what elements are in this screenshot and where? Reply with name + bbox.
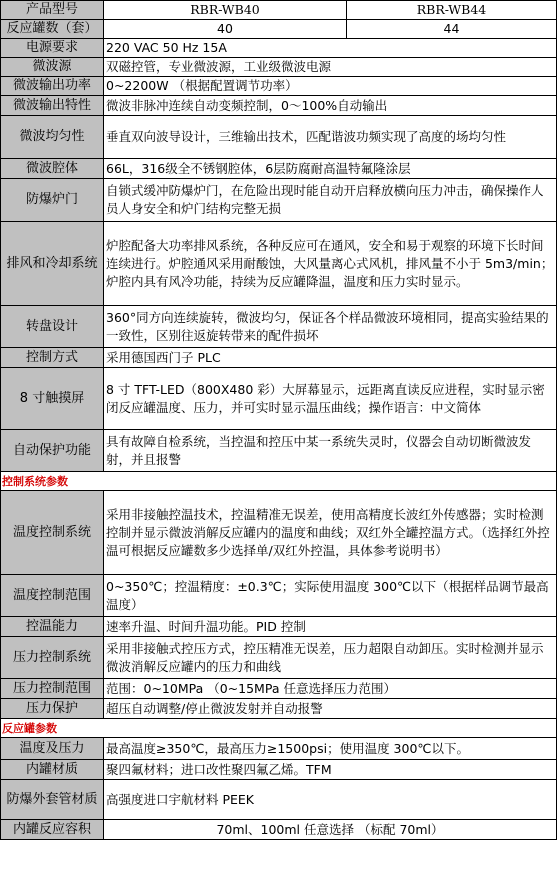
spec-row (1, 617, 557, 637)
spec-row (1, 179, 557, 222)
row-label: 压力保护 (1, 699, 104, 719)
model-a: RBR-WB40 (104, 1, 347, 20)
spec-row (1, 491, 557, 575)
row-label: 微波源 (1, 58, 104, 77)
row-value: 垂直双向波导设计，三维输出技术，匹配谐波功频实现了高度的场均匀性 (104, 116, 557, 159)
spec-row (1, 679, 557, 699)
spec-row (1, 222, 557, 306)
spec-row (1, 637, 557, 679)
row-label: 温度控制范围 (1, 575, 104, 617)
spec-row (1, 77, 557, 96)
row-value: 360°同方向连续旋转，微波均匀，保证各个样品微波环境相同，提高实验结果的一致性，区别往返旋转带来的配件损坏 (104, 306, 557, 348)
spec-row (1, 699, 557, 719)
row-label: 压力控制范围 (1, 679, 104, 699)
row-label: 微波均匀性 (1, 116, 104, 159)
row-value: 采用非接触控温技术，控温精准无误差，使用高精度长波红外传感器；实时检测控制并显示微波消解反应罐内的温度和曲线；双红外全罐控温方式。（选择红外控温可根据反应罐数多少选择单/双红外控温，具体参考说明书） (104, 491, 557, 575)
row-label: 温度控制系统 (1, 491, 104, 575)
header-row (1, 1, 557, 20)
spec-row (1, 116, 557, 159)
row-label: 内罐材质 (1, 760, 104, 780)
vessel-count-b: 44 (347, 20, 557, 39)
row-label: 温度及压力 (1, 738, 104, 760)
row-value: 70ml、100ml 任意选择 （标配 70ml） (104, 820, 557, 840)
spec-row (1, 760, 557, 780)
row-label: 微波输出功率 (1, 77, 104, 96)
spec-row (1, 820, 557, 840)
row-value: 微波非脉冲连续自动变频控制，0～100%自动输出 (104, 96, 557, 116)
row-value: 220 VAC 50 Hz 15A (104, 39, 557, 58)
spec-row (1, 780, 557, 820)
row-label: 防爆外套管材质 (1, 780, 104, 820)
spec-row (1, 738, 557, 760)
row-label: 自动保护功能 (1, 430, 104, 472)
header-label: 产品型号 (1, 1, 104, 20)
row-value: 双磁控管，专业微波源，工业级微波电源 (104, 58, 557, 77)
row-value: 66L，316级全不锈钢腔体，6层防腐耐高温特氟隆涂层 (104, 159, 557, 179)
spec-row (1, 368, 557, 430)
row-label: 防爆炉门 (1, 179, 104, 222)
spec-row (1, 306, 557, 348)
row-label: 微波腔体 (1, 159, 104, 179)
spec-row (1, 58, 557, 77)
row-label: 转盘设计 (1, 306, 104, 348)
row-value: 范围：0~10MPa （0~15MPa 任意选择压力范围） (104, 679, 557, 699)
spec-row (1, 348, 557, 368)
row-value: 超压自动调整/停止微波发射并自动报警 (104, 699, 557, 719)
vessel-count-a: 40 (104, 20, 347, 39)
vessel-count-row (1, 20, 557, 39)
section-row (1, 719, 557, 738)
row-label: 排风和冷却系统 (1, 222, 104, 306)
row-value: 速率升温、时间升温功能。PID 控制 (104, 617, 557, 637)
spec-row (1, 96, 557, 116)
spec-row (1, 430, 557, 472)
row-value: 具有故障自检系统，当控温和控压中某一系统失灵时，仪器会自动切断微波发射，并且报警 (104, 430, 557, 472)
section-row (1, 472, 557, 491)
row-label: 微波输出特性 (1, 96, 104, 116)
spec-row (1, 575, 557, 617)
row-value: 采用非接触式控压方式，控压精准无误差，压力超限自动卸压。实时检测并显示微波消解反应罐内的压力和曲线 (104, 637, 557, 679)
row-label: 电源要求 (1, 39, 104, 58)
row-label: 压力控制系统 (1, 637, 104, 679)
row-value: 8 寸 TFT-LED（800X480 彩）大屏幕显示，远距离直读反应进程，实时显示密闭反应罐温度、压力，并可实时显示温压曲线；操作语言：中文简体 (104, 368, 557, 430)
row-value: 炉腔配备大功率排风系统，各种反应可在通风，安全和易于观察的环境下长时间连续进行。炉腔通风采用耐酸蚀，大风量离心式风机，排风量不小于 5m3/min；炉腔内具有风冷功能，持续为反应罐降温，温度和压力实时显示。 (104, 222, 557, 306)
row-value: 高强度进口宇航材料 PEEK (104, 780, 557, 820)
row-value: 采用德国西门子 PLC (104, 348, 557, 368)
row-label: 内罐反应容积 (1, 820, 104, 840)
section-vessel-title: 反应罐参数 (1, 719, 557, 738)
section-control-title: 控制系统参数 (1, 472, 557, 491)
row-value: 0~2200W （根据配置调节功率） (104, 77, 557, 96)
row-value: 聚四氟材料；进口改性聚四氟乙烯。TFM (104, 760, 557, 780)
row-label: 控温能力 (1, 617, 104, 637)
vessel-count-label: 反应罐数（套） (1, 20, 104, 39)
row-value: 最高温度≥350℃，最高压力≥1500psi；使用温度 300℃以下。 (104, 738, 557, 760)
row-value: 0~350℃；控温精度：±0.3℃；实际使用温度 300℃以下（根据样品调节最高温度） (104, 575, 557, 617)
row-value: 自锁式缓冲防爆炉门，在危险出现时能自动开启释放横向压力冲击，确保操作人员人身安全和炉门结构完整无损 (104, 179, 557, 222)
spec-row (1, 159, 557, 179)
row-label: 控制方式 (1, 348, 104, 368)
row-label: 8 寸触摸屏 (1, 368, 104, 430)
model-b: RBR-WB44 (347, 1, 557, 20)
spec-row (1, 39, 557, 58)
